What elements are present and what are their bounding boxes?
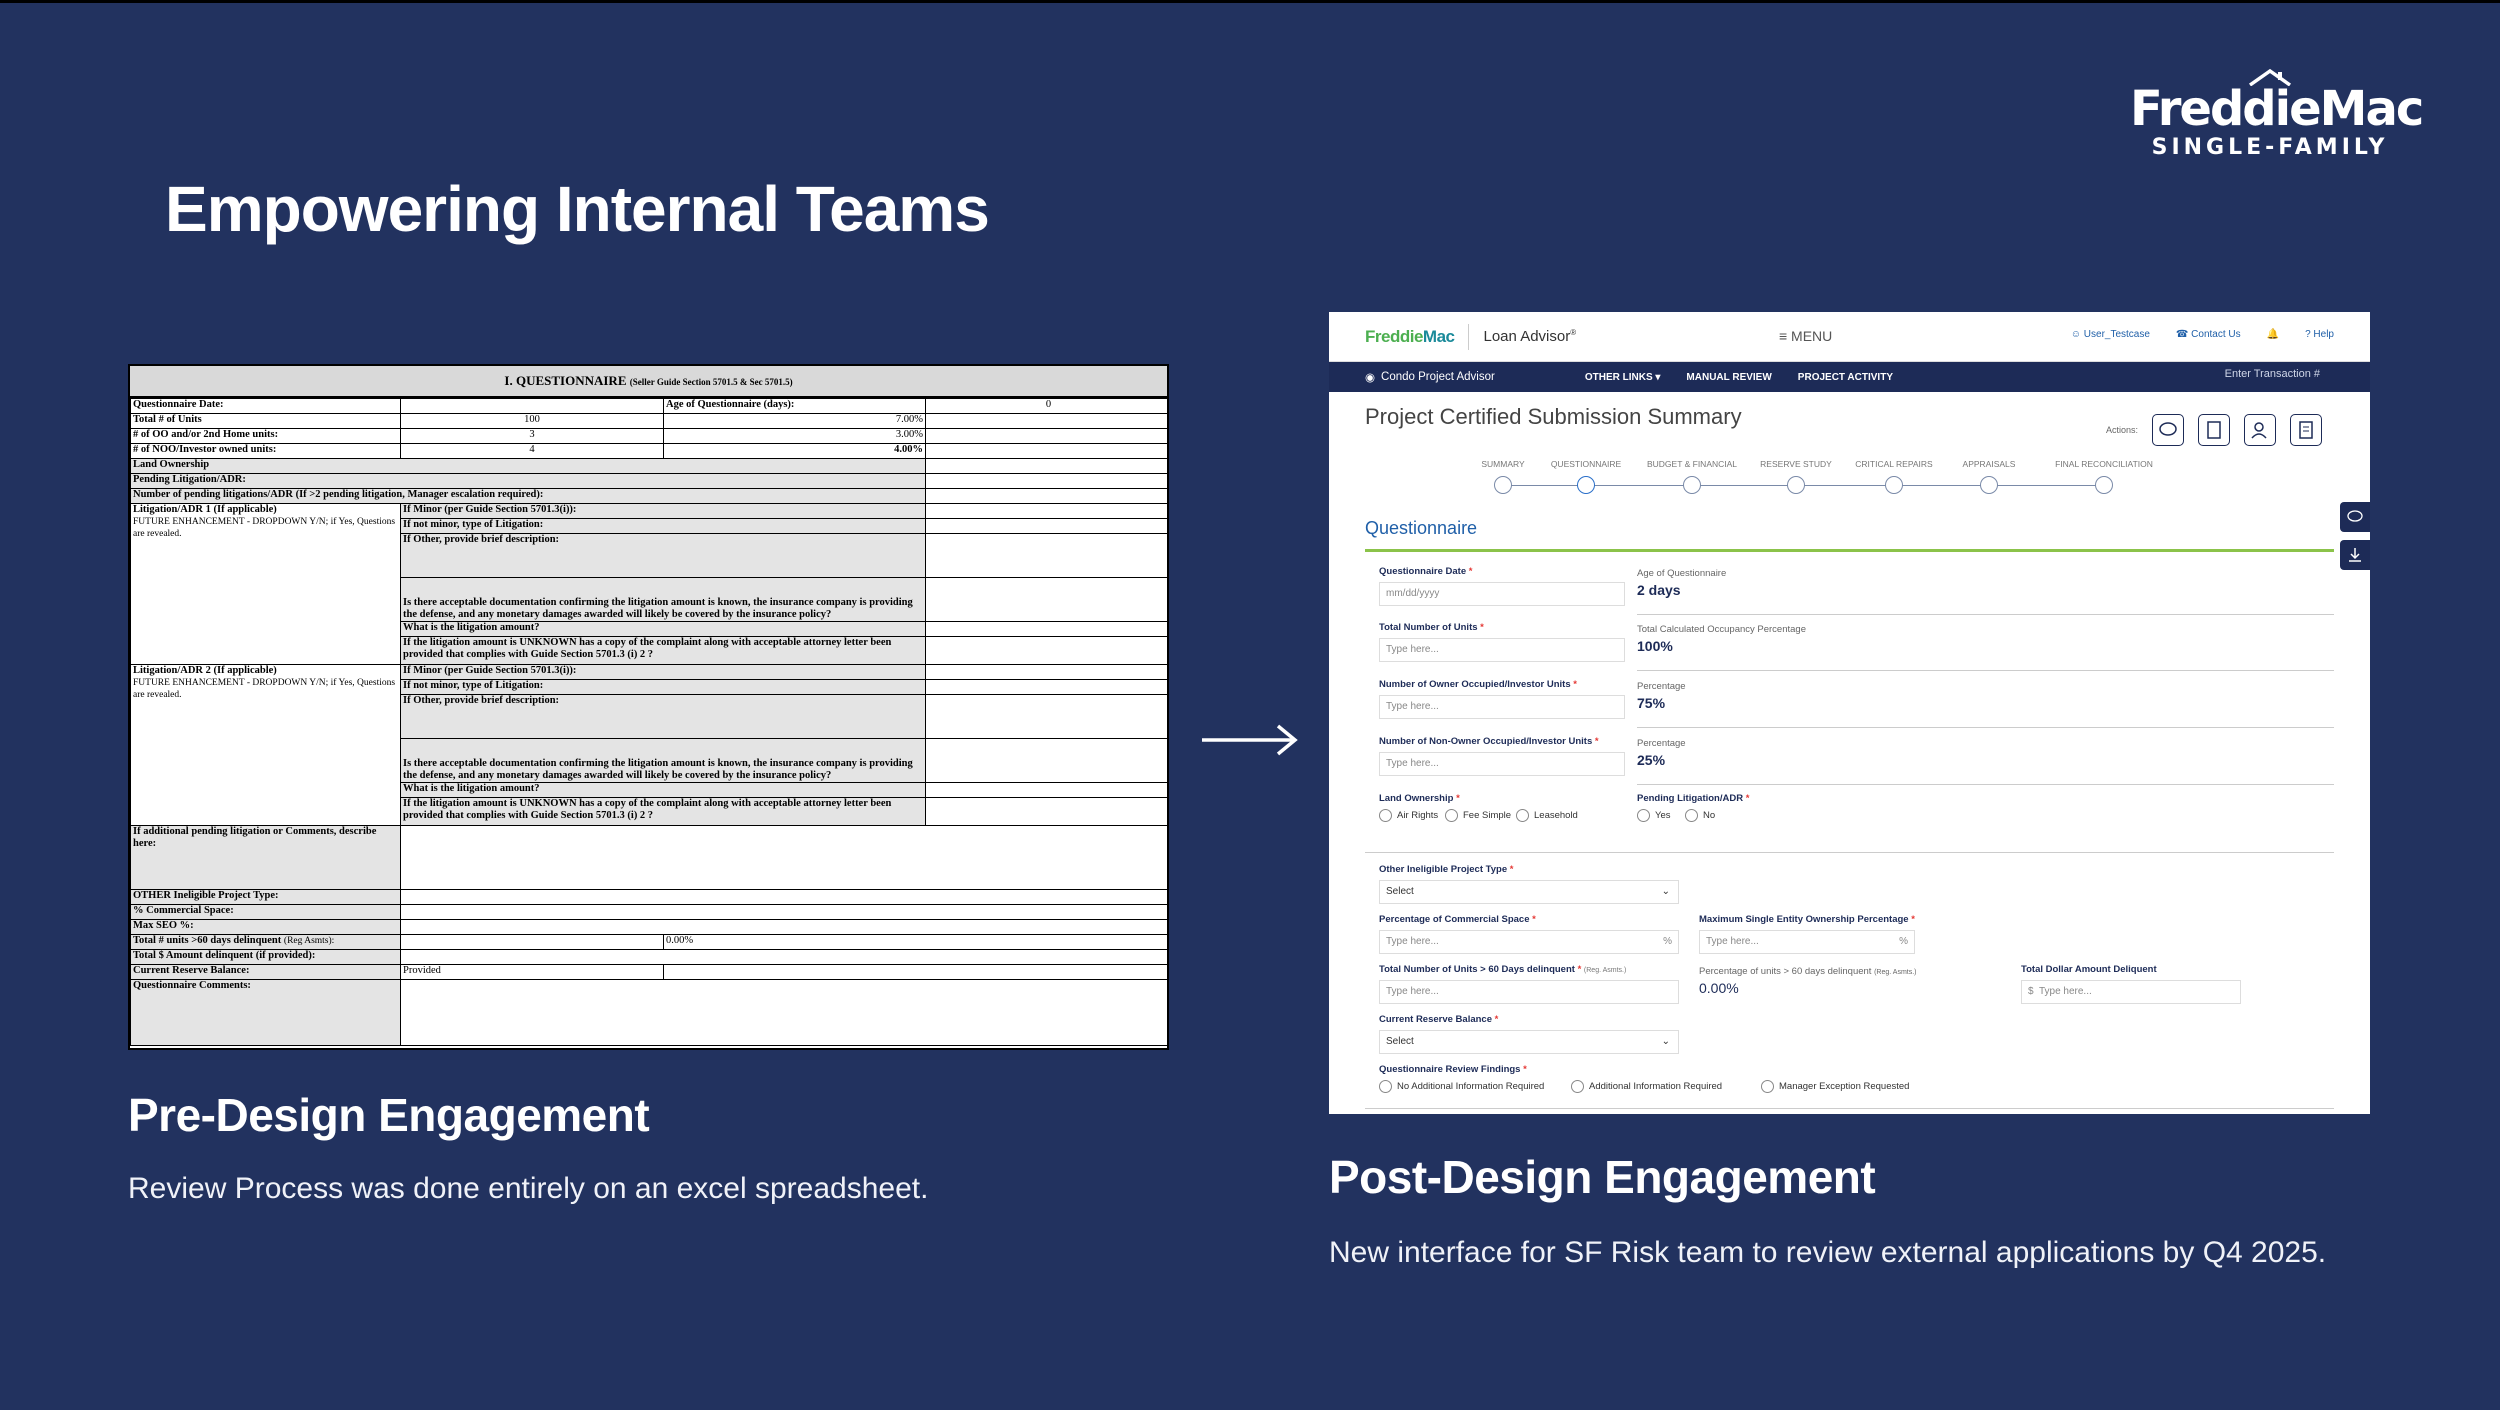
checklist-icon[interactable] <box>2290 414 2322 446</box>
post-design-description: New interface for SF Risk team to review external applications by Q4 2025. <box>1329 1236 2327 1269</box>
sheet-cell: 4 <box>401 444 664 459</box>
sheet-cell: 3.00% <box>664 429 926 444</box>
table-row <box>131 965 1170 980</box>
actions-bar <box>2106 414 2322 446</box>
product-name: Loan Advisor® <box>1483 328 1577 345</box>
logo-brand: FreddieMac <box>2130 81 2423 137</box>
sheet-cell: Questionnaire Comments: <box>131 980 401 1046</box>
radio-air-rights[interactable]: Air Rights <box>1379 809 1438 822</box>
noo-percentage: 25% <box>1637 752 1666 768</box>
sheet-cell: If the litigation amount is UNKNOWN has a copy of the complaint along with acceptable attorney letter been provided that complies with Guide Section 5701.3 (i) 2 ? <box>401 637 926 665</box>
field-label: Percentage of units > 60 days delinquent (Reg. Asmts.) <box>1699 966 1917 977</box>
owner-occupied-input[interactable]: Type here... <box>1379 695 1625 719</box>
page-title: Empowering Internal Teams <box>165 173 989 245</box>
field-label: Percentage <box>1637 681 1686 692</box>
section-title: Questionnaire <box>1365 518 2334 552</box>
sheet-cell: If not minor, type of Litigation: <box>401 680 926 695</box>
app-header <box>1329 312 2370 362</box>
sheet-cell: Current Reserve Balance: <box>131 965 401 980</box>
freddie-mac-logo <box>2130 68 2423 162</box>
header-links <box>2071 329 2334 340</box>
sheet-cell: 0 <box>926 399 1170 414</box>
dollar-delinquent-input[interactable]: $ Type here... <box>2021 980 2241 1004</box>
app-navbar <box>1329 362 2370 392</box>
loan-advisor-screenshot <box>1329 312 2370 1114</box>
table-row <box>131 920 1170 935</box>
radio-fee-simple[interactable]: Fee Simple <box>1445 809 1511 822</box>
field-label: Total Dollar Amount Deliquent <box>2021 964 2157 975</box>
field-label: Total Calculated Occupancy Percentage <box>1637 624 1806 635</box>
table-row <box>131 444 1170 459</box>
radio-no[interactable]: No <box>1685 809 1715 822</box>
max-entity-input[interactable]: Type here... % <box>1699 930 1915 954</box>
transaction-search[interactable]: Enter Transaction # <box>2224 368 2320 380</box>
sheet-cell: Max SEO %: <box>131 920 401 935</box>
field-label: Questionnaire Date * <box>1379 566 1473 577</box>
arrow-right-icon <box>1200 720 1300 760</box>
sheet-cell: What is the litigation amount? <box>401 783 926 798</box>
table-row <box>131 890 1170 905</box>
step-questionnaire[interactable]: QUESTIONNAIRE <box>1536 459 1636 494</box>
table-row <box>131 905 1170 920</box>
sheet-cell: If Minor (per Guide Section 5701.3(i)): <box>401 665 926 680</box>
occupancy-value: 100% <box>1637 638 1673 654</box>
field-label: Maximum Single Entity Ownership Percentage * <box>1699 914 1915 925</box>
pct-delinquent-value: 0.00% <box>1699 980 1739 996</box>
help-link[interactable]: ? Help <box>2305 329 2334 340</box>
field-label: Age of Questionnaire <box>1637 568 1727 579</box>
table-row <box>131 665 1170 680</box>
table-row <box>131 950 1170 965</box>
sheet-cell: Provided <box>401 965 664 980</box>
sheet-cell: What is the litigation amount? <box>401 622 926 637</box>
sheet-cell: Number of pending litigations/ADR (If >2 pending litigation, Manager escalation required): <box>131 489 926 504</box>
nav-title: Condo Project Advisor <box>1381 371 1495 383</box>
table-row <box>131 414 1170 429</box>
sheet-cell: If Other, provide brief description: <box>401 695 926 739</box>
field-label: Number of Non-Owner Occupied/Investor Units * <box>1379 736 1599 747</box>
age-value: 2 days <box>1637 582 1681 598</box>
field-label: Land Ownership * <box>1379 793 1460 804</box>
sheet-cell: If Other, provide brief description: <box>401 534 926 578</box>
field-label: Percentage of Commercial Space * <box>1379 914 1536 925</box>
sheet-table <box>130 398 1169 1046</box>
condo-icon: ◉ <box>1365 372 1376 384</box>
contact-link[interactable]: ☎ Contact Us <box>2175 329 2241 340</box>
download-icon[interactable] <box>2340 540 2370 570</box>
sheet-cell: 0.00% <box>664 935 1170 950</box>
actions-label: Actions: <box>2105 425 2138 435</box>
user-link[interactable]: ☺ User_Testcase <box>2070 329 2150 340</box>
sheet-cell: If not minor, type of Litigation: <box>401 519 926 534</box>
chat-icon[interactable] <box>2340 502 2370 532</box>
step-appraisals[interactable]: APPRAISALS <box>1939 459 2039 494</box>
sheet-cell: Is there acceptable documentation confirming the litigation amount is known, the insurance company is providing the defense, and any monetary damages awarded will likely be covered by the insurance policy? <box>401 578 926 622</box>
user-settings-icon[interactable] <box>2244 414 2276 446</box>
sheet-cell: 3 <box>401 429 664 444</box>
sheet-cell: Litigation/ADR 2 (If applicable) FUTURE ENHANCEMENT - DROPDOWN Y/N; if Yes, Questions are revealed. <box>131 665 401 826</box>
pre-design-description: Review Process was done entirely on an excel spreadsheet. <box>128 1172 929 1205</box>
field-label: Current Reserve Balance * <box>1379 1014 1499 1025</box>
step-summary[interactable]: SUMMARY <box>1453 459 1553 494</box>
sheet-cell: Land Ownership <box>131 459 926 474</box>
sheet-cell: OTHER Ineligible Project Type: <box>131 890 401 905</box>
sheet-title: I. QUESTIONNAIRE (Seller Guide Section 5701.5 & Sec 5701.5) <box>130 366 1167 398</box>
table-row <box>131 980 1170 1046</box>
table-row <box>131 489 1170 504</box>
nav-manual-review[interactable]: MANUAL REVIEW <box>1686 371 1772 383</box>
sheet-cell: Questionnaire Date: <box>131 399 401 414</box>
sheet-cell: If the litigation amount is UNKNOWN has a copy of the complaint along with acceptable attorney letter been provided that complies with Guide Section 5701.3 (i) 2 ? <box>401 798 926 826</box>
sheet-cell: 7.00% <box>664 414 926 429</box>
table-row <box>131 826 1170 890</box>
reserve-balance-select[interactable]: Select ⌄ <box>1379 1030 1679 1054</box>
total-units-input[interactable]: Type here... <box>1379 638 1625 662</box>
sheet-cell: Litigation/ADR 1 (If applicable) FUTURE ENHANCEMENT - DROPDOWN Y/N; if Yes, Questions are revealed. <box>131 504 401 665</box>
sheet-cell: If Minor (per Guide Section 5701.3(i)): <box>401 504 926 519</box>
side-actions <box>2340 502 2370 578</box>
sheet-cell: % Commercial Space: <box>131 905 401 920</box>
radio-no-additional-info[interactable]: No Additional Information Required <box>1379 1080 1544 1093</box>
step-critical[interactable]: CRITICAL REPAIRS <box>1844 459 1944 494</box>
radio-manager-exception[interactable]: Manager Exception Requested <box>1761 1080 1909 1093</box>
questionnaire-spreadsheet <box>128 364 1169 1050</box>
chevron-down-icon: ⌄ <box>1661 1036 1670 1047</box>
app-logo[interactable]: FreddieMac <box>1365 326 1455 346</box>
logo-subtitle: SINGLE-FAMILY <box>2151 135 2389 160</box>
app-content <box>1329 404 2370 1112</box>
field-label: Other Ineligible Project Type * <box>1379 864 1514 875</box>
bell-icon[interactable]: 🔔 <box>2266 329 2280 340</box>
step-final[interactable]: FINAL RECONCILIATION <box>2054 459 2154 494</box>
oo-percentage: 75% <box>1637 695 1666 711</box>
delinquent-units-input[interactable]: Type here... <box>1379 980 1679 1004</box>
top-border <box>0 0 2500 3</box>
field-label: Total Number of Units * <box>1379 622 1484 633</box>
table-row <box>131 935 1170 950</box>
sheet-cell: If additional pending litigation or Comments, describe here: <box>131 826 401 890</box>
comment-icon[interactable] <box>2152 414 2184 446</box>
table-row <box>131 459 1170 474</box>
field-label: Percentage <box>1637 738 1686 749</box>
table-row <box>131 429 1170 444</box>
radio-yes[interactable]: Yes <box>1637 809 1671 822</box>
step-budget[interactable]: BUDGET & FINANCIAL <box>1642 459 1742 494</box>
sheet-cell: Pending Litigation/ADR: <box>131 474 926 489</box>
submission-title: Project Certified Submission Summary <box>1365 404 1742 429</box>
field-label: Pending Litigation/ADR * <box>1637 793 1750 804</box>
radio-additional-info[interactable]: Additional Information Required <box>1571 1080 1722 1093</box>
commercial-space-input[interactable]: Type here... % <box>1379 930 1679 954</box>
sheet-cell: Total $ Amount delinquent (if provided): <box>131 950 401 965</box>
document-icon[interactable] <box>2198 414 2230 446</box>
sheet-cell: # of OO and/or 2nd Home units: <box>131 429 401 444</box>
table-row <box>131 504 1170 519</box>
chevron-down-icon: ⌄ <box>1661 886 1670 897</box>
table-row <box>131 399 1170 414</box>
radio-leasehold[interactable]: Leasehold <box>1516 809 1578 822</box>
sheet-cell: Total # of Units <box>131 414 401 429</box>
sheet-cell: Total # units >60 days delinquent (Reg Asmts): <box>131 935 401 950</box>
table-row <box>131 474 1170 489</box>
sheet-cell: 4.00% <box>664 444 926 459</box>
post-design-title: Post-Design Engagement <box>1329 1151 1876 1203</box>
progress-stepper <box>1481 459 2169 499</box>
pre-design-title: Pre-Design Engagement <box>128 1089 650 1141</box>
sheet-cell: Age of Questionnaire (days): <box>664 399 926 414</box>
sheet-cell: 100 <box>401 414 664 429</box>
nav-other-links[interactable]: OTHER LINKS ▾ <box>1584 371 1661 383</box>
nav-project-activity[interactable]: PROJECT ACTIVITY <box>1797 371 1893 383</box>
sheet-cell: Is there acceptable documentation confirming the litigation amount is known, the insurance company is providing the defense, and any monetary damages awarded will likely be covered by the insurance policy? <box>401 739 926 783</box>
sheet-cell: # of NOO/Investor owned units: <box>131 444 401 459</box>
questionnaire-form <box>1365 552 2334 1112</box>
step-reserve[interactable]: RESERVE STUDY <box>1746 459 1846 494</box>
menu-button[interactable]: ≡ MENU <box>1779 328 1833 344</box>
ineligible-type-select[interactable]: Select ⌄ <box>1379 880 1679 904</box>
non-owner-occupied-input[interactable]: Type here... <box>1379 752 1625 776</box>
field-label: Questionnaire Review Findings * <box>1379 1064 1527 1075</box>
questionnaire-date-input[interactable]: mm/dd/yyyy <box>1379 582 1625 606</box>
field-label: Total Number of Units > 60 Days delinquent * (Reg. Asmts.) <box>1379 964 1627 975</box>
field-label: Number of Owner Occupied/Investor Units * <box>1379 679 1577 690</box>
